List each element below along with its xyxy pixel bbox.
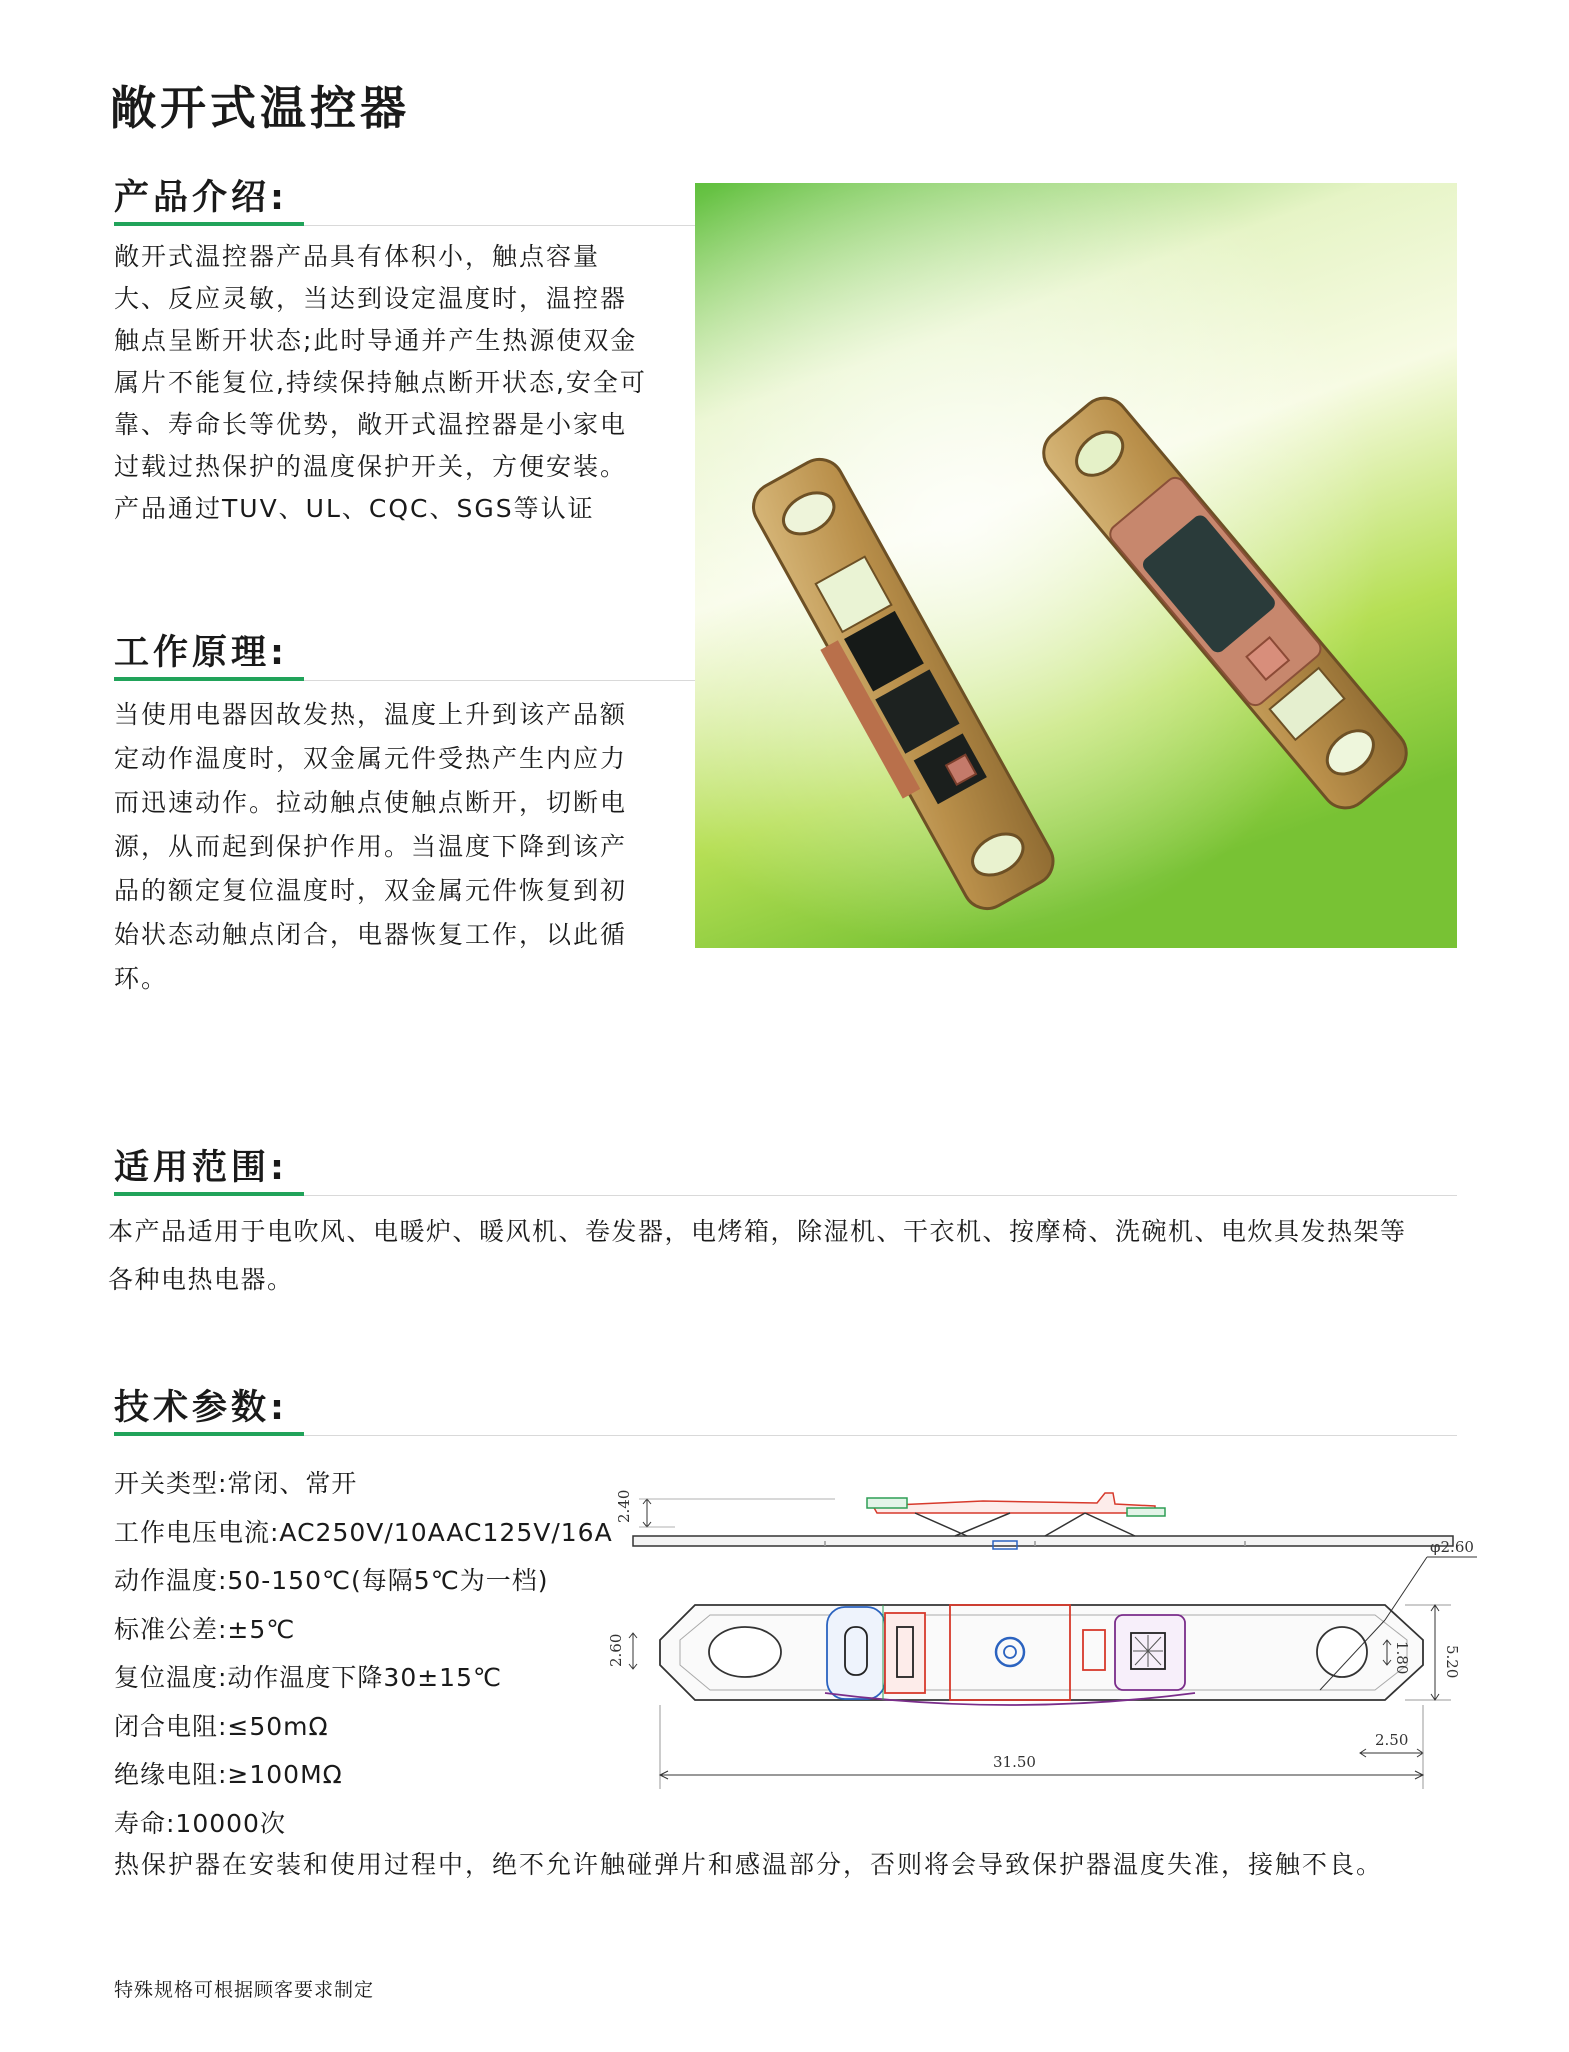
scope-line: 本产品适用于电吹风、电暖炉、暖风机、卷发器，电烤箱，除湿机、干衣机、按摩椅、洗碗机、电炊具发热架等: [108, 1217, 1407, 1246]
spec-item: 闭合电阻:≤50mΩ: [114, 1711, 329, 1741]
principle-line: 当使用电器因故发热，温度上升到该产品额: [114, 700, 628, 729]
intro-line: 触点呈断开状态;此时导通并产生热源使双金: [114, 326, 638, 355]
spec-item: 标准公差:±5℃: [114, 1614, 296, 1644]
principle-line: 品的额定复位温度时，双金属元件恢复到初: [114, 876, 628, 905]
heading-underline: [114, 677, 304, 681]
dim-edge: [1360, 1731, 1423, 1757]
dim-inner-label: 1.80: [1393, 1641, 1411, 1675]
scope-heading-text: 适用范围:: [114, 1148, 288, 1188]
intro-line: 过载过热保护的温度保护开关，方便安装。: [114, 452, 628, 481]
scope-heading: [114, 1148, 1457, 1196]
scope-text: [108, 1208, 1407, 1304]
dim-height: [615, 1490, 835, 1527]
page-title: 敞开式温控器: [110, 81, 410, 135]
spec-item: 开关类型:常闭、常开: [114, 1469, 358, 1498]
principle-text: [114, 693, 627, 1001]
specs-heading: [114, 1388, 1457, 1436]
scope-line: 各种电热电器。: [108, 1265, 294, 1294]
dim-left-slot-label: 2.60: [607, 1633, 625, 1667]
divider: [114, 1195, 1457, 1196]
dim-length-label: 31.50: [993, 1753, 1036, 1771]
dim-height-label: 2.40: [615, 1489, 633, 1523]
dim-hole-label: φ2.60: [1430, 1538, 1474, 1556]
spec-item: 工作电压电流:AC250V/10AAC125V/16A: [114, 1517, 613, 1547]
spec-list: [114, 1460, 613, 1848]
principle-heading-text: 工作原理:: [114, 633, 288, 673]
intro-line: 敞开式温控器产品具有体积小，触点容量: [114, 242, 601, 271]
warning-text: 热保护器在安装和使用过程中，绝不允许触碰弹片和感温部分，否则将会导致保护器温度失准，接触不良。: [114, 1850, 1384, 1879]
spec-item: 寿命:10000次: [114, 1808, 286, 1838]
dim-edge-label: 2.50: [1375, 1731, 1409, 1749]
product-photo: [695, 183, 1457, 948]
footnote: 特殊规格可根据顾客要求制定: [114, 1979, 375, 2001]
side-view: [633, 1493, 1453, 1549]
dim-left-slot: [607, 1633, 637, 1669]
intro-line: 产品通过TUV、UL、CQC、SGS等认证: [114, 494, 595, 523]
spec-item: 复位温度:动作温度下降30±15℃: [114, 1663, 503, 1692]
principle-line: 定动作温度时，双金属元件受热产生内应力: [114, 744, 628, 773]
top-view: [660, 1605, 1423, 1705]
principle-line: 而迅速动作。拉动触点使触点断开，切断电: [114, 788, 628, 817]
intro-heading-text: 产品介绍:: [114, 178, 288, 218]
intro-line: 大、反应灵敏，当达到设定温度时，温控器: [114, 284, 628, 313]
specs-heading-text: 技术参数:: [114, 1388, 288, 1428]
principle-heading: [114, 633, 699, 681]
spec-item: 绝缘电阻:≥100MΩ: [114, 1760, 343, 1789]
technical-drawing: [607, 1455, 1475, 1810]
spec-item: 动作温度:50-150℃(每隔5℃为一档): [114, 1566, 549, 1595]
heading-underline: [114, 1432, 304, 1436]
intro-text: [114, 236, 647, 530]
intro-line: 靠、寿命长等优势，敞开式温控器是小家电: [114, 410, 628, 439]
principle-line: 环。: [114, 964, 169, 993]
principle-line: 始状态动触点闭合，电器恢复工作，以此循: [114, 920, 628, 949]
intro-heading: [114, 178, 699, 226]
divider: [114, 1435, 1457, 1436]
dim-length: [660, 1705, 1423, 1789]
intro-line: 属片不能复位,持续保持触点断开状态,安全可: [114, 368, 647, 397]
principle-line: 源，从而起到保护作用。当温度下降到该产: [114, 832, 628, 861]
heading-underline: [114, 222, 304, 226]
heading-underline: [114, 1192, 304, 1196]
dim-width-label: 5.20: [1443, 1645, 1461, 1679]
